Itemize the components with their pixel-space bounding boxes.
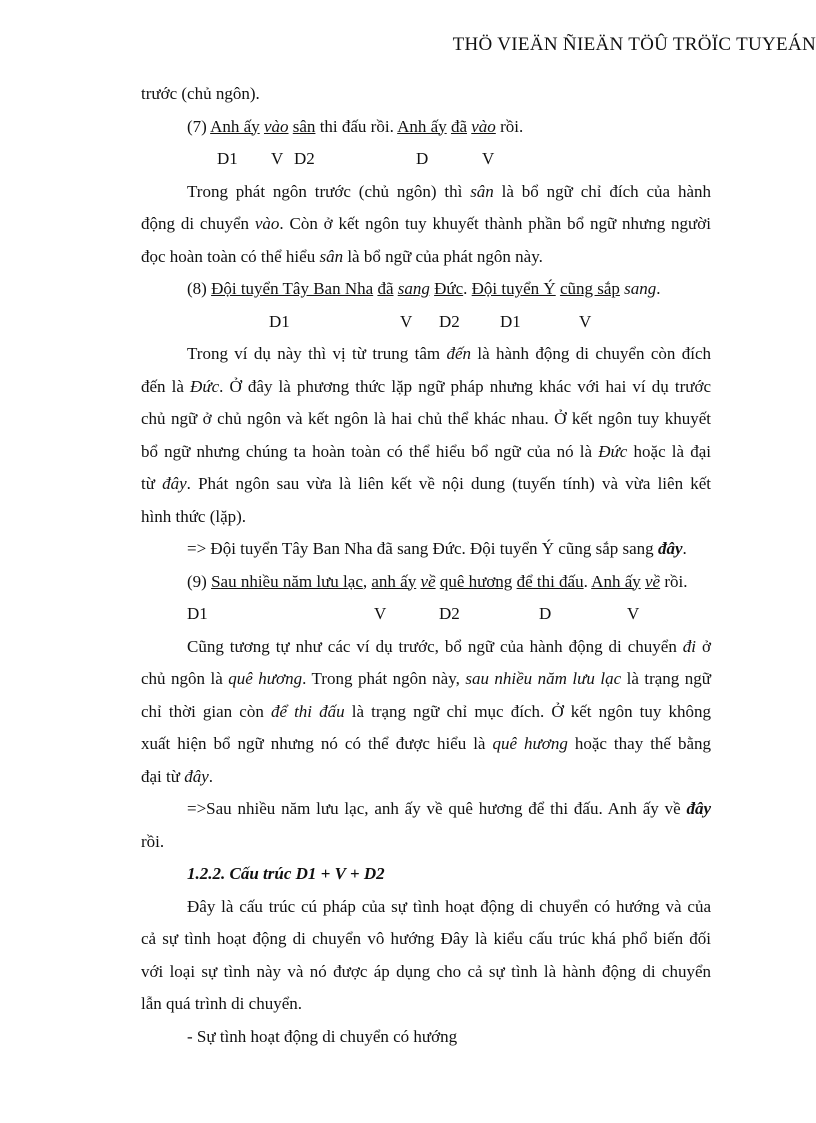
tag-label: D1 [187,604,208,623]
paragraph-line: từ đây. Phát ngôn sau vừa là liên kết về nội dung (tuyến tính) và vừa liên kết [141,474,712,493]
paragraph-line: bổ ngữ nhưng chúng ta hoàn toàn có thể hiểu bổ ngữ của nó là Đức hoặc là đại [141,441,711,461]
tag-label: V [400,311,413,331]
paragraph-line: lẫn quá trình di chuyển. [141,994,302,1013]
tag-label: D2 [439,311,460,331]
example-7-tags [141,143,711,176]
paragraph-line: chủ ngữ ở chủ ngôn và kết ngôn là hai chủ thể khác nhau. Ở kết ngôn tuy khuyết [141,409,711,428]
tag-label: D1 [217,149,238,168]
paragraph-line: cả sự tình hoạt động di chuyển vô hướng Đây là kiểu cấu trúc khá phổ biến đối [141,929,711,948]
paragraph-line: Trong ví dụ này thì vị từ trung tâm đến là hành động di chuyển còn đích [187,344,711,363]
section-heading: 1.2.2. Cấu trúc D1 + V + D2 [187,864,385,883]
paragraph-line: chủ ngôn là quê hương. Trong phát ngôn này, sau nhiều năm lưu lạc là trạng ngữ [141,669,711,688]
tag-label: V [579,311,592,331]
rewrite-9-cont: rồi. [141,831,165,851]
tag-label: V [627,604,640,623]
rewrite-8: => Đội tuyển Tây Ban Nha đã sang Đức. Đội tuyển Ý cũng sắp sang đây. [187,539,687,558]
example-9-tags [141,598,711,631]
example-7: (7) Anh ấy vào sân thi đấu rồi. Anh ấy đã vào rồi. [187,116,524,136]
text-line: trước (chủ ngôn). [141,84,260,103]
tag-label: D [416,149,429,168]
tag-label: D1 [269,311,290,331]
paragraph-line: hình thức (lặp). [141,506,247,526]
example-8-tags [141,306,711,339]
example-9: (9) Sau nhiều năm lưu lạc, anh ấy về quê hương để thi đấu. Anh ấy về rồi. [187,571,688,591]
example-8: (8) Đội tuyển Tây Ban Nha đã sang Đức. Đội tuyển Ý cũng sắp sang. [187,279,661,298]
paragraph-line: đại từ đây. [141,766,214,786]
bullet-line: - Sự tình hoạt động di chuyển có hướng [187,1026,458,1046]
tag-label: D2 [294,149,315,168]
rewrite-9: =>Sau nhiều năm lưu lạc, anh ấy về quê hương để thi đấu. Anh ấy về đây [187,799,711,818]
paragraph-line: đến là Đức. Ở đây là phương thức lặp ngữ pháp nhưng khác với hai ví dụ trước [141,376,711,396]
paragraph-line: Trong phát ngôn trước (chủ ngôn) thì sân là bổ ngữ chỉ đích của hành [187,181,711,201]
paragraph-line: xuất hiện bổ ngữ nhưng nó có thể được hiểu là quê hương hoặc thay thế bằng [141,734,711,753]
tag-label: V [482,149,495,168]
paragraph-line: động di chuyển vào. Còn ở kết ngôn tuy khuyết thành phần bổ ngữ nhưng người [141,214,711,233]
document-body [141,78,711,1053]
tag-label: V [271,149,284,168]
paragraph-line: Cũng tương tự như các ví dụ trước, bổ ngữ của hành động di chuyển đi ở [187,636,711,656]
paragraph-line: đọc hoàn toàn có thể hiểu sân là bổ ngữ của phát ngôn này. [141,246,543,266]
tag-label: V [374,604,387,623]
paragraph-line: với loại sự tình này và nó được áp dụng cho cả sự tình là hành động di chuyển [141,961,711,981]
tag-label: D [539,604,552,623]
tag-label: D1 [500,311,521,331]
paragraph-line: Đây là cấu trúc cú pháp của sự tình hoạt động di chuyển có hướng và của [187,896,711,916]
paragraph-line: chỉ thời gian còn để thi đấu là trạng ngữ chỉ mục đích. Ở kết ngôn tuy không [141,701,711,721]
page-header: THÖ VIEÄN ÑIEÄN TÖÛ TRÖÏC TUYEÁN [452,34,816,55]
tag-label: D2 [439,604,460,623]
